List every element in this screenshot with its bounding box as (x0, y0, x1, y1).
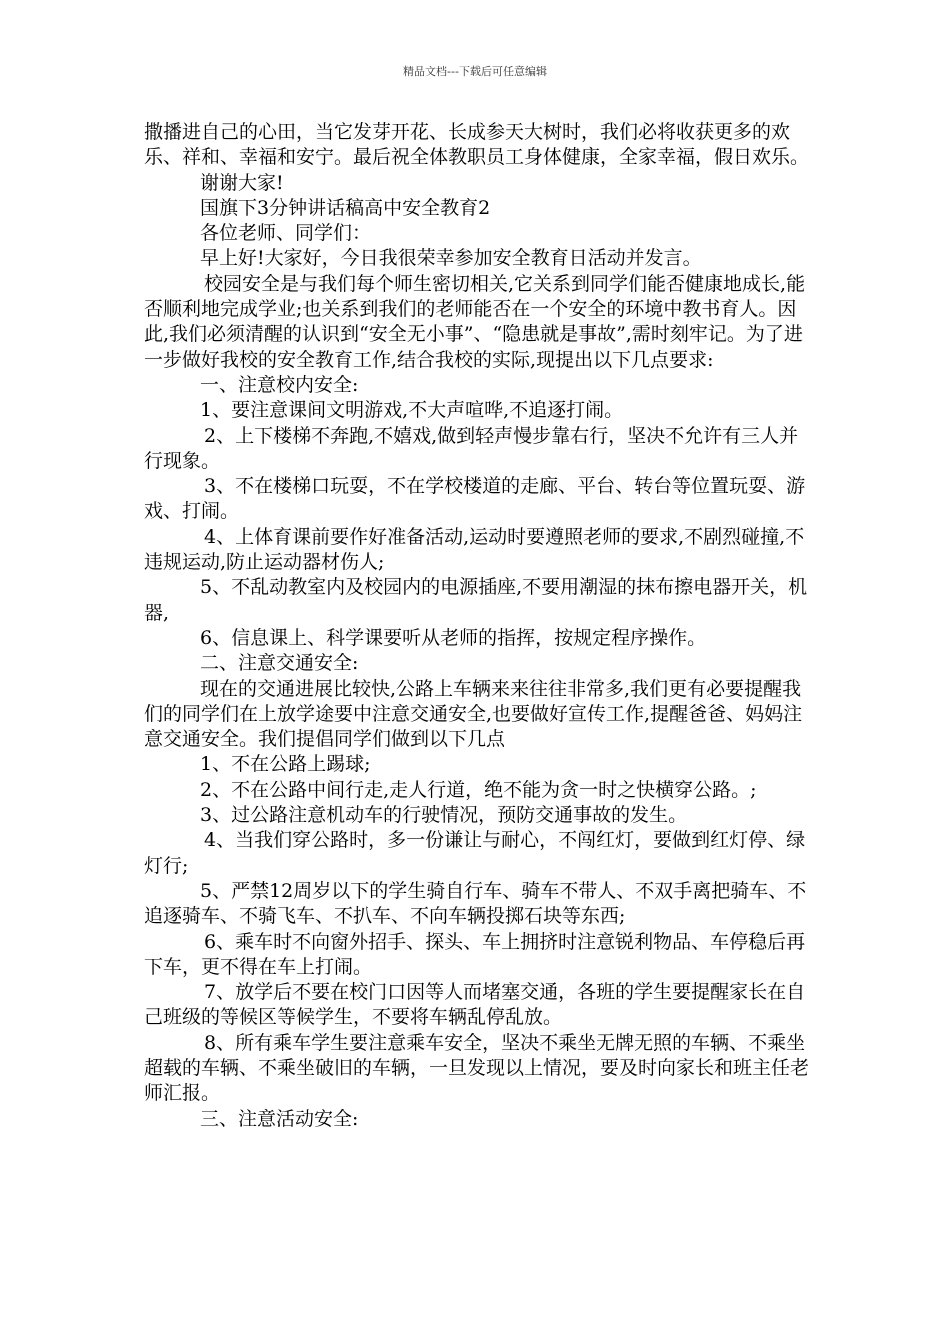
section-heading: 三、注意活动安全: (200, 1107, 359, 1130)
list-item: 5、严禁12周岁以下的学生骑自行车、骑车不带人、不双手离把骑车、不追逐骑车、不骑飞车、不扒车、不向车辆投掷石块等东西; (144, 879, 807, 928)
list-item: 2、上下楼梯不奔跑,不嬉戏,做到轻声慢步靠右行，坚决不允许有三人并行现象。 (144, 424, 799, 472)
section-heading: 二、注意交通安全: (200, 652, 359, 675)
paragraph: 现在的交通进展比较快,公路上车辆来来往往非常多,我们更有必要提醒我们的同学们在上放学途要中注意交通安全,也要做好宣传工作,提醒爸爸、妈妈注意交通安全。我们提倡同学们做到以下几点 (144, 677, 803, 751)
paragraph: 校园安全是与我们每个师生密切相关,它关系到同学们能否健康地成长,能否顺利地完成学业;也关系到我们的老师能否在一个安全的环境中教书育人。因此,我们必须清醒的认识到“安全无小事”、“隐患就是事故”,需时刻牢记。为了进一步做好我校的安全教育工作,结合我校的实际,现提出以下几点要求: (144, 272, 806, 371)
paragraph: 撒播进自己的心田，当它发芽开花、长成参天大树时，我们必将收获更多的欢乐、祥和、幸福和安宁。最后祝全体教职员工身体健康，全家幸福，假日欢乐。 (144, 121, 810, 169)
list-item: 1、要注意课间文明游戏,不大声喧哗,不追逐打闹。 (200, 399, 624, 422)
list-item: 3、不在楼梯口玩耍，不在学校楼道的走廊、平台、转台等位置玩耍、游戏、打闹。 (144, 475, 806, 523)
section-heading: 一、注意校内安全: (200, 373, 359, 396)
paragraph: 谢谢大家! (200, 171, 284, 194)
list-item: 4、上体育课前要作好准备活动,运动时要遵照老师的要求,不剧烈碰撞,不违规运动,防止运动器材伤人; (144, 525, 805, 574)
paragraph: 早上好!大家好，今日我很荣幸参加安全教育日活动并发言。 (200, 247, 702, 270)
list-item: 8、所有乘车学生要注意乘车安全，坚决不乘坐无牌无照的车辆、不乘坐超载的车辆、不乘坐破旧的车辆，一旦发现以上情况，要及时向家长和班主任老师汇报。 (144, 1031, 810, 1105)
list-item: 4、当我们穿公路时，多一份谦让与耐心，不闯红灯，要做到红灯停、绿灯行; (144, 829, 806, 877)
list-item: 3、过公路注意机动车的行驶情况，预防交通事故的发生。 (200, 804, 688, 827)
salutation: 各位老师、同学们： (200, 222, 372, 245)
section-title: 国旗下3分钟讲话稿高中安全教育2 (200, 196, 491, 219)
list-item: 5、不乱动教室内及校园内的电源插座,不要用潮湿的抹布擦电器开关，机器, (144, 576, 808, 624)
list-item: 6、乘车时不向窗外招手、探头、车上拥挤时注意锐利物品、车停稳后再下车，更不得在车上打闹。 (144, 930, 806, 978)
document-body (144, 120, 812, 1132)
list-item: 7、放学后不要在校门口因等人而堵塞交通，各班的学生要提醒家长在自己班级的等候区等候学生，不要将车辆乱停乱放。 (144, 981, 806, 1029)
list-item: 1、不在公路上踢球; (200, 753, 371, 776)
list-item: 2、不在公路中间行走,走人行道，绝不能为贪一时之快横穿公路。; (200, 778, 757, 801)
page-header: 精品文档---下载后可任意编辑 (403, 65, 547, 78)
list-item: 6、信息课上、科学课要听从老师的指挥，按规定程序操作。 (200, 626, 707, 649)
